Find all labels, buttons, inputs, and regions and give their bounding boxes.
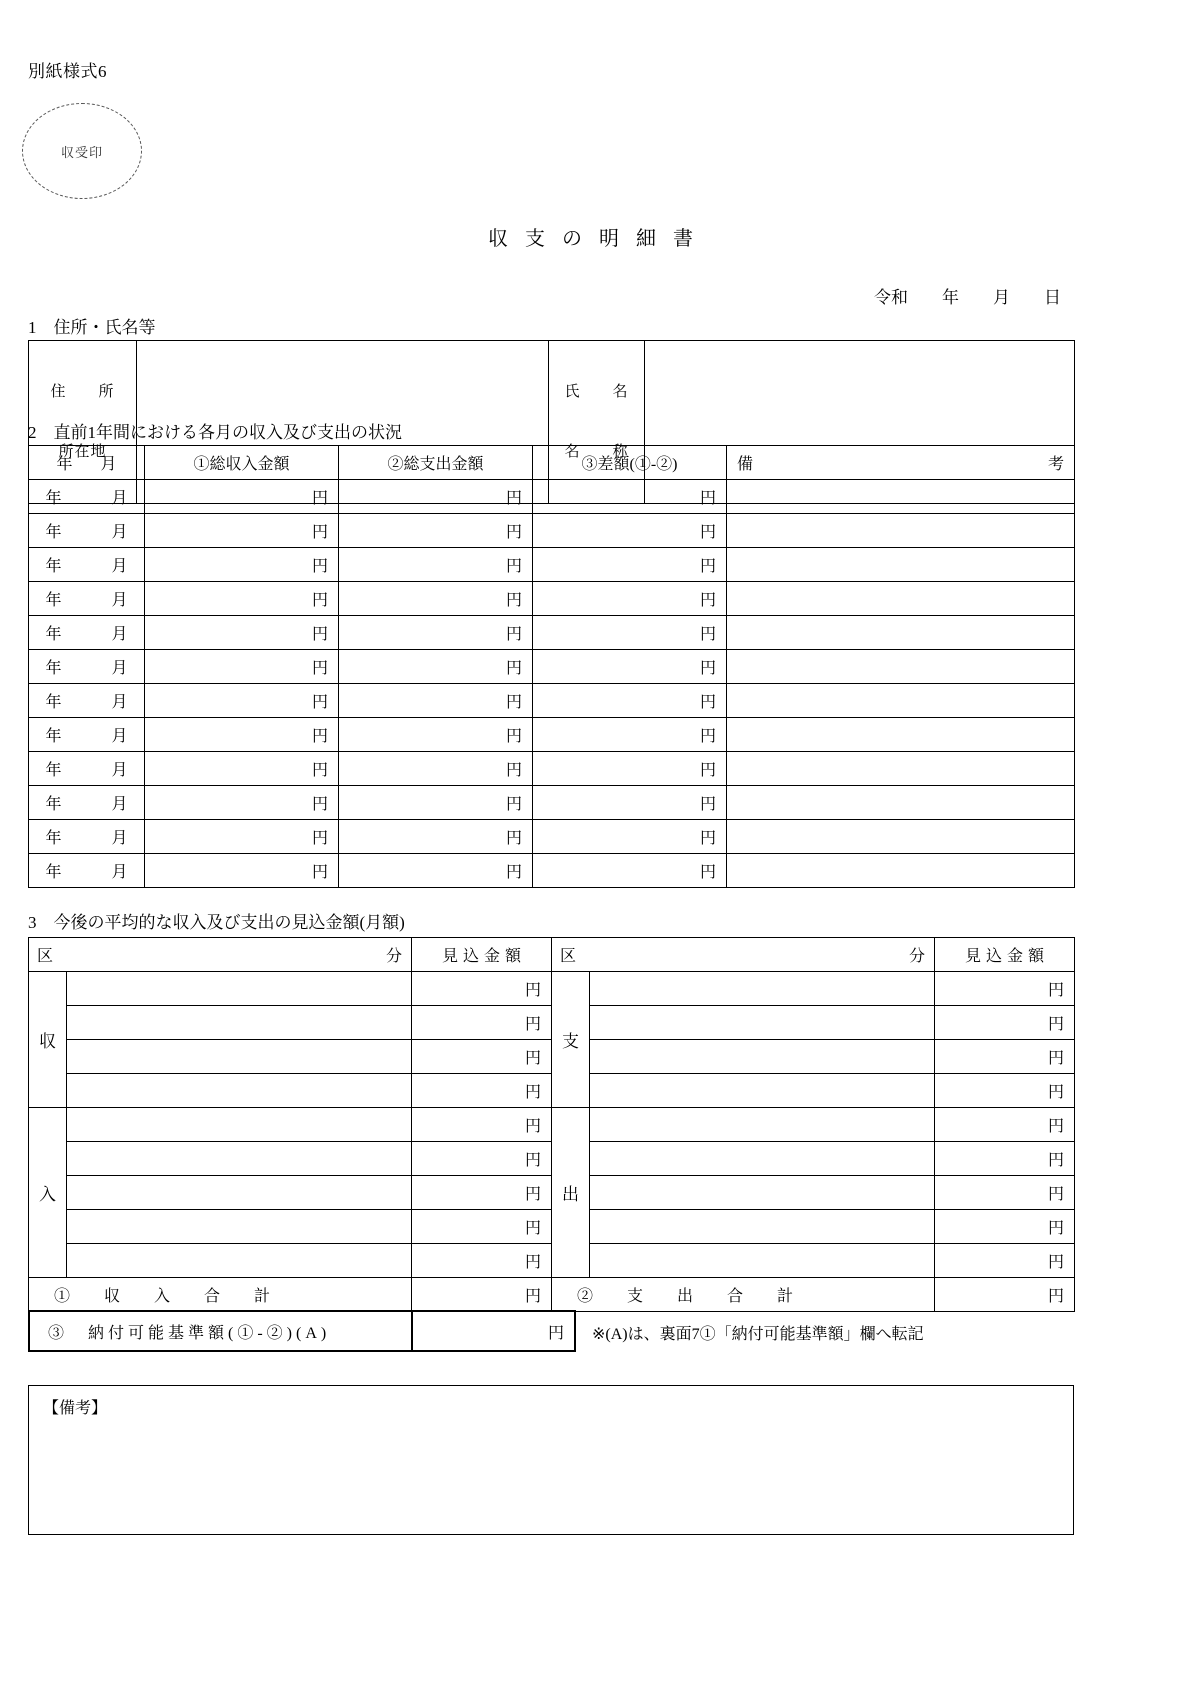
cell-income-amount[interactable]: 円 [412, 1074, 552, 1108]
cell-expense-item[interactable] [590, 1142, 935, 1176]
cell-year-month[interactable]: 年 月 [29, 616, 145, 650]
date-line: 令和 年 月 日 [874, 288, 1061, 307]
cell-difference[interactable]: 円 [533, 650, 727, 684]
cell-total-income[interactable]: 円 [145, 480, 339, 514]
cell-difference[interactable]: 円 [533, 616, 727, 650]
cell-expense-amount[interactable]: 円 [935, 1176, 1075, 1210]
cell-difference[interactable]: 円 [533, 718, 727, 752]
income-side-label-top: 収 [29, 972, 67, 1108]
cell-income-amount[interactable]: 円 [412, 1108, 552, 1142]
table-row [29, 480, 1075, 514]
income-total-label: ① 収 入 合 計 [29, 1278, 412, 1312]
col-header-year-month: 年 月 [29, 446, 145, 480]
cell-remarks[interactable] [727, 582, 1075, 616]
forecast-table [28, 937, 1075, 1312]
table-row [29, 718, 1075, 752]
name-label-line2: 名 称 [564, 444, 629, 461]
cell-expense-amount[interactable]: 円 [935, 1210, 1075, 1244]
kubun-left-label: 区 [37, 948, 55, 965]
transfer-note: ※(A)は、裏面7①「納付可能基準額」欄へ転記 [592, 1326, 924, 1343]
cell-total-income[interactable]: 円 [145, 752, 339, 786]
cell-income-amount[interactable]: 円 [412, 1006, 552, 1040]
cell-total-expense[interactable]: 円 [339, 514, 533, 548]
cell-income-item[interactable] [67, 1108, 412, 1142]
cell-remarks[interactable] [727, 616, 1075, 650]
cell-expense-item[interactable] [590, 1176, 935, 1210]
receipt-stamp-area [22, 103, 146, 199]
table-row [29, 752, 1075, 786]
address-label-line1: 住 所 [50, 383, 115, 400]
cell-expense-amount[interactable]: 円 [935, 1108, 1075, 1142]
table-row [29, 684, 1075, 718]
cell-remarks[interactable] [727, 650, 1075, 684]
col-header-expense-amount: 見込金額 [935, 938, 1075, 972]
expense-side-label-top: 支 [552, 972, 590, 1108]
table-row [29, 972, 1075, 1006]
cell-remarks[interactable] [727, 480, 1075, 514]
cell-income-item[interactable] [67, 972, 412, 1006]
cell-income-item[interactable] [67, 1142, 412, 1176]
cell-total-expense[interactable]: 円 [339, 786, 533, 820]
income-side-label-bottom: 入 [29, 1108, 67, 1278]
table-row [29, 820, 1075, 854]
cell-expense-amount[interactable]: 円 [935, 1040, 1075, 1074]
cell-total-income[interactable]: 円 [145, 786, 339, 820]
cell-expense-item[interactable] [590, 1040, 935, 1074]
expense-total-amount[interactable]: 円 [935, 1278, 1075, 1312]
payable-base-amount-label: ③ 納付可能基準額(①-②)(A) [29, 1311, 412, 1351]
col-header-total-income: ①総収入金額 [145, 446, 339, 480]
cell-total-income[interactable]: 円 [145, 582, 339, 616]
receipt-stamp-label: 収受印 [60, 144, 103, 160]
monthly-income-expense-table [28, 445, 1075, 888]
cell-income-item[interactable] [67, 1210, 412, 1244]
cell-expense-item[interactable] [590, 1074, 935, 1108]
form-number: 別紙様式6 [28, 62, 107, 81]
cell-remarks[interactable] [727, 820, 1075, 854]
cell-income-item[interactable] [67, 1244, 412, 1278]
cell-remarks[interactable] [727, 854, 1075, 888]
remarks-box[interactable] [28, 1385, 1074, 1535]
col-header-income-kubun [29, 938, 412, 972]
cell-income-item[interactable] [67, 1040, 412, 1074]
cell-total-expense[interactable]: 円 [339, 582, 533, 616]
col-header-income-amount: 見込金額 [412, 938, 552, 972]
cell-total-income[interactable]: 円 [145, 684, 339, 718]
cell-total-expense[interactable]: 円 [339, 820, 533, 854]
cell-total-income[interactable]: 円 [145, 718, 339, 752]
cell-remarks[interactable] [727, 718, 1075, 752]
cell-expense-item[interactable] [590, 1244, 935, 1278]
cell-expense-amount[interactable]: 円 [935, 1074, 1075, 1108]
remarks-label: 【備考】 [43, 1400, 108, 1417]
kubun-right-label: 分 [908, 948, 926, 965]
payable-base-amount-table [28, 1310, 576, 1352]
cell-total-income[interactable]: 円 [145, 514, 339, 548]
cell-total-expense[interactable]: 円 [339, 854, 533, 888]
cell-income-amount[interactable]: 円 [412, 1142, 552, 1176]
cell-total-expense[interactable]: 円 [339, 616, 533, 650]
cell-expense-amount[interactable]: 円 [935, 1142, 1075, 1176]
cell-year-month[interactable]: 年 月 [29, 752, 145, 786]
cell-year-month[interactable]: 年 月 [29, 786, 145, 820]
cell-remarks[interactable] [727, 514, 1075, 548]
cell-expense-item[interactable] [590, 1210, 935, 1244]
table-header-row [29, 446, 1075, 480]
kubun-left-label: 区 [560, 948, 578, 965]
cell-difference[interactable]: 円 [533, 582, 727, 616]
totals-row [29, 1278, 1075, 1312]
cell-year-month[interactable]: 年 月 [29, 480, 145, 514]
cell-expense-amount[interactable]: 円 [935, 1244, 1075, 1278]
col-header-difference: ③差額(①-②) [533, 446, 727, 480]
cell-total-income[interactable]: 円 [145, 854, 339, 888]
table-row [29, 548, 1075, 582]
receipt-stamp-circle [22, 103, 142, 199]
cell-expense-amount[interactable]: 円 [935, 972, 1075, 1006]
expense-total-label: ② 支 出 合 計 [552, 1278, 935, 1312]
payable-base-amount-value[interactable]: 円 [412, 1311, 575, 1351]
section1-heading: 1 住所・氏名等 [28, 318, 156, 337]
cell-total-income[interactable]: 円 [145, 820, 339, 854]
cell-difference[interactable]: 円 [533, 854, 727, 888]
cell-year-month[interactable]: 年 月 [29, 718, 145, 752]
section3-heading: 3 今後の平均的な収入及び支出の見込金額(月額) [28, 913, 405, 932]
cell-difference[interactable]: 円 [533, 786, 727, 820]
cell-income-amount[interactable]: 円 [412, 972, 552, 1006]
cell-income-item[interactable] [67, 1176, 412, 1210]
table-row [29, 1108, 1075, 1142]
cell-year-month[interactable]: 年 月 [29, 820, 145, 854]
table-row [29, 854, 1075, 888]
cell-income-amount[interactable]: 円 [412, 1040, 552, 1074]
cell-expense-item[interactable] [590, 1108, 935, 1142]
cell-remarks[interactable] [727, 684, 1075, 718]
kubun-right-label: 分 [385, 948, 403, 965]
table-row [29, 786, 1075, 820]
col-header-total-expense: ②総支出金額 [339, 446, 533, 480]
cell-year-month[interactable]: 年 月 [29, 854, 145, 888]
cell-total-income[interactable]: 円 [145, 616, 339, 650]
col-header-remarks-left: 備 [737, 456, 754, 473]
name-label-line1: 氏 名 [564, 383, 629, 400]
cell-year-month[interactable]: 年 月 [29, 548, 145, 582]
table-row [29, 582, 1075, 616]
cell-difference[interactable]: 円 [533, 514, 727, 548]
cell-income-amount[interactable]: 円 [412, 1210, 552, 1244]
income-total-amount[interactable]: 円 [412, 1278, 552, 1312]
cell-year-month[interactable]: 年 月 [29, 684, 145, 718]
cell-income-amount[interactable]: 円 [412, 1244, 552, 1278]
col-header-remarks-right: 考 [1047, 456, 1064, 473]
cell-year-month[interactable]: 年 月 [29, 650, 145, 684]
table-row [29, 1311, 575, 1351]
cell-year-month[interactable]: 年 月 [29, 514, 145, 548]
cell-remarks[interactable] [727, 752, 1075, 786]
cell-income-item[interactable] [67, 1074, 412, 1108]
cell-difference[interactable]: 円 [533, 480, 727, 514]
cell-difference[interactable]: 円 [533, 684, 727, 718]
monthly-table-body [29, 480, 1075, 888]
cell-total-expense[interactable]: 円 [339, 684, 533, 718]
table-row [29, 616, 1075, 650]
cell-difference[interactable]: 円 [533, 548, 727, 582]
cell-income-amount[interactable]: 円 [412, 1176, 552, 1210]
expense-side-label-bottom: 出 [552, 1108, 590, 1278]
section2-heading: 2 直前1年間における各月の収入及び支出の状況 [28, 423, 402, 442]
cell-total-expense[interactable]: 円 [339, 480, 533, 514]
cell-difference[interactable]: 円 [533, 820, 727, 854]
cell-expense-amount[interactable]: 円 [935, 1006, 1075, 1040]
cell-year-month[interactable]: 年 月 [29, 582, 145, 616]
cell-remarks[interactable] [727, 548, 1075, 582]
cell-total-income[interactable]: 円 [145, 548, 339, 582]
cell-total-expense[interactable]: 円 [339, 718, 533, 752]
cell-total-expense[interactable]: 円 [339, 752, 533, 786]
cell-total-expense[interactable]: 円 [339, 650, 533, 684]
cell-remarks[interactable] [727, 786, 1075, 820]
col-header-remarks [727, 446, 1075, 480]
cell-expense-item[interactable] [590, 1006, 935, 1040]
table-header-row [29, 938, 1075, 972]
table-row [29, 514, 1075, 548]
col-header-expense-kubun [552, 938, 935, 972]
table-row [29, 650, 1075, 684]
cell-expense-item[interactable] [590, 972, 935, 1006]
address-label-line2: 所在地 [58, 444, 107, 461]
page-title: 収支の明細書 [488, 228, 710, 250]
cell-income-item[interactable] [67, 1006, 412, 1040]
cell-total-income[interactable]: 円 [145, 650, 339, 684]
cell-difference[interactable]: 円 [533, 752, 727, 786]
cell-total-expense[interactable]: 円 [339, 548, 533, 582]
